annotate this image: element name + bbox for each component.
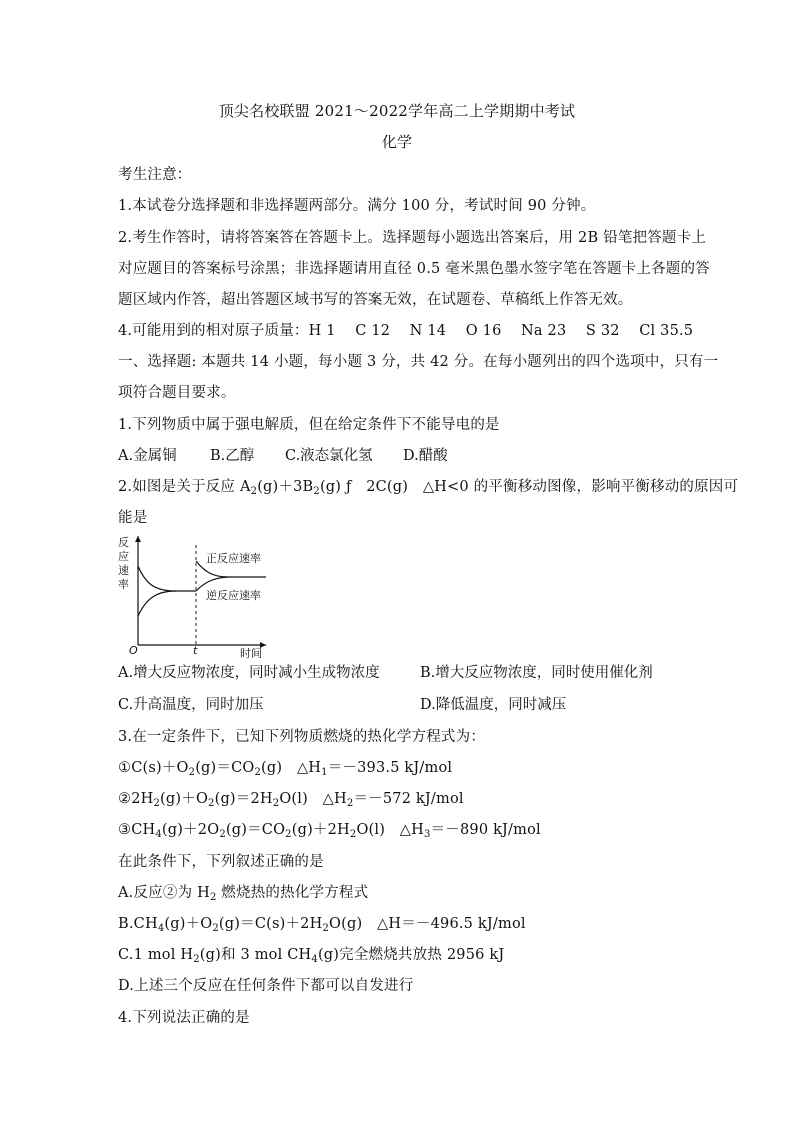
x-axis-label: 时间 bbox=[240, 647, 262, 658]
exam-title: 顶尖名校联盟 2021～2022学年高二上学期期中考试 bbox=[218, 102, 576, 120]
question-1-stem: 1.下列物质中属于强电解质，但在给定条件下不能导电的是 bbox=[118, 417, 500, 433]
rate-time-graph bbox=[116, 533, 276, 658]
question-2-option-c: C.升高温度，同时加压 bbox=[118, 697, 264, 713]
origin-label: O bbox=[129, 644, 138, 657]
question-1-option-d: D.醋酸 bbox=[403, 448, 448, 464]
t-label: t bbox=[193, 644, 198, 657]
question-3-equation-2: $②2H_2(g)+O_2(g)=2H_2O(l)$ $\triangle H_2=-572$ kJ/mol bbox=[118, 791, 464, 809]
notice-item-1: 1.本试卷分选择题和非选择题两部分。满分 100 分，考试时间 90 分钟。 bbox=[118, 198, 596, 214]
notice-item-2-line-3: 题区域内作答，超出答题区域书写的答案无效，在试题卷、草稿纸上作答无效。 bbox=[118, 292, 633, 308]
y-axis-arrow bbox=[135, 536, 141, 542]
reverse-rate-before-curve bbox=[138, 591, 176, 616]
subject-title: 化学 bbox=[381, 133, 413, 151]
question-3-option-c: C.1 mol $H_2(g)$和 3 mol $CH_4(g)$完全燃烧共放热 2956 kJ bbox=[118, 947, 505, 965]
y-label-char-1: 反 bbox=[118, 536, 129, 549]
section-1-line-1: 一、选择题: 本题共 14 小题，每小题 3 分，共 42 分。在每小题列出的四个选项中，只有一 bbox=[118, 354, 719, 370]
y-label-char-2: 应 bbox=[118, 550, 129, 563]
notice-item-2-line-2: 对应题目的答案标号涂黑；非选择题请用直径 0.5 毫米黑色墨水签字笔在答题卡上各题的答 bbox=[118, 261, 710, 277]
question-3-option-a: A.反应②为 $H_2$ 燃烧热的热化学方程式 bbox=[118, 885, 369, 903]
question-3-question: 在此条件下，下列叙述正确的是 bbox=[118, 854, 324, 870]
question-2-stem-line-2: 能是 bbox=[118, 510, 148, 526]
notice-item-4: 4.可能用到的相对原子质量：H 1 C 12 N 14 O 16 Na 23 S 32 Cl 35.5 bbox=[118, 323, 694, 339]
reverse-rate-label: 逆反应速率 bbox=[206, 589, 261, 602]
question-1-option-b: B.乙醇 bbox=[210, 448, 255, 464]
forward-rate-before-curve bbox=[138, 566, 196, 591]
forward-rate-label: 正反应速率 bbox=[206, 552, 261, 565]
question-1-option-c: C.液态氯化氢 bbox=[285, 448, 373, 464]
y-label-char-3: 速 bbox=[118, 564, 129, 577]
question-3-stem: 3.在一定条件下，已知下列物质燃烧的热化学方程式为： bbox=[118, 729, 486, 745]
question-3-equation-1: $①C(s)+O_2(g)=CO_2(g)$ $\triangle H_1=-393.5$ kJ/mol bbox=[118, 760, 453, 778]
question-3-equation-3: $③CH_4(g)+2O_2(g)=CO_2(g)+2H_2O(l)$ $\triangle H_3=-890$ kJ/mol bbox=[118, 822, 541, 840]
section-1-line-2: 项符合题目要求。 bbox=[118, 385, 236, 401]
y-label-char-4: 率 bbox=[118, 578, 129, 591]
question-2-option-d: D.降低温度，同时减压 bbox=[420, 697, 567, 713]
question-4-stem: 4.下列说法正确的是 bbox=[118, 1010, 250, 1026]
question-3-option-b: $B.CH_4(g)+O_2(g)=C(s)+2H_2O(g)$ △H＝－496.5 kJ/mol bbox=[118, 916, 526, 934]
notice-item-2-line-1: 2.考生作答时，请将答案答在答题卡上。选择题每小题选出答案后，用 2B 铅笔把答题卡上 bbox=[118, 230, 707, 246]
question-2-option-a: A.增大反应物浓度，同时减小生成物浓度 bbox=[118, 665, 380, 681]
question-1-option-a: A.金属铜 bbox=[118, 448, 177, 464]
notice-heading: 考生注意： bbox=[118, 167, 192, 183]
question-2-option-b: B.增大反应物浓度，同时使用催化剂 bbox=[420, 665, 653, 681]
question-3-option-d: D.上述三个反应在任何条件下都可以自发进行 bbox=[118, 978, 414, 994]
question-2-stem: 2.如图是关于反应 $A_2(g)+3B_2(g)$ ƒ 2C(g) △H<0 的平衡移动图像，影响平衡移动的原因可 bbox=[118, 479, 739, 497]
